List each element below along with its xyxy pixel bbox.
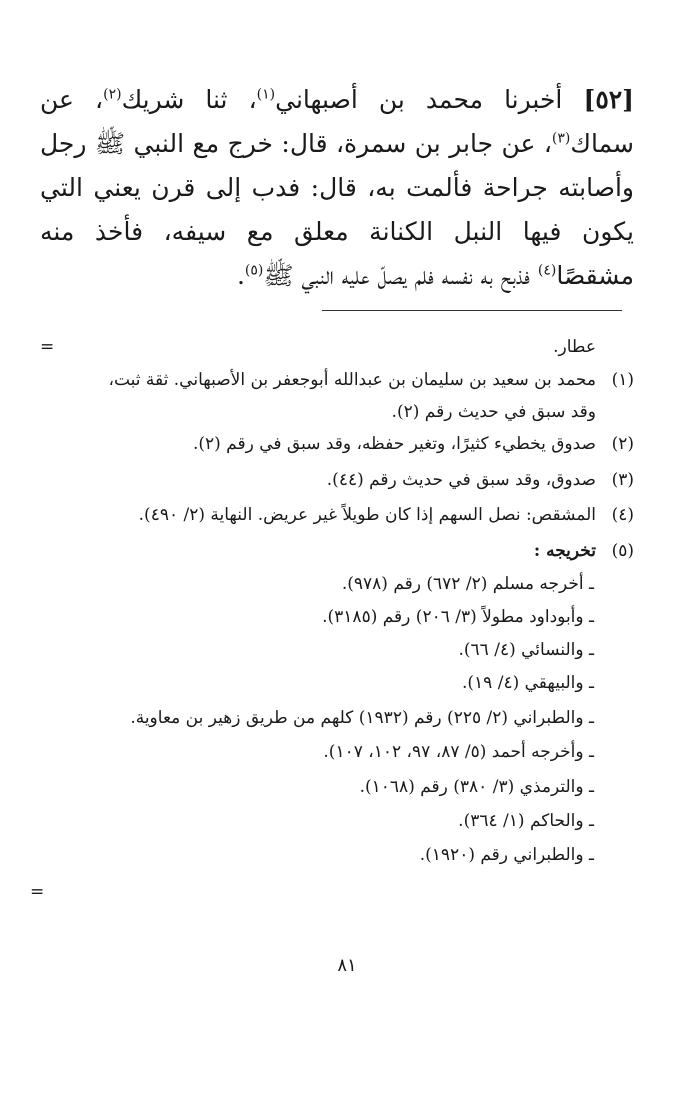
footnote-5-number: (٥) <box>611 541 634 561</box>
footnote-2-number: (٢) <box>611 434 634 454</box>
footnote-ref-3[interactable]: (٣) <box>551 130 571 147</box>
hadith-line-3: فذبح به نفسه فلم يصلّ عليه النبي ﷺ <box>263 261 538 290</box>
takhrij-heading: تخريجه : <box>533 541 596 561</box>
takhrij-item: ـ وأبوداود مطولاً (٣/ ٢٠٦) رقم (٣١٨٥). <box>322 607 594 627</box>
footnote-1 <box>40 370 634 390</box>
takhrij-item: ـ وأخرجه أحمد (٥/ ٨٧، ٩٧، ١٠٢، ١٠٧). <box>323 742 594 762</box>
footnote-3-number: (٣) <box>611 470 634 490</box>
footnote-1-line-2: وقد سبق في حديث رقم (٢). <box>391 402 596 422</box>
takhrij-item: ـ والبيهقي (٤/ ١٩). <box>462 673 594 693</box>
footnote-continuation <box>40 337 634 357</box>
takhrij-item: ـ والطبراني (٢/ ٢٢٥) رقم (١٩٣٢) كلهم من طريق زهير بن معاوية. <box>130 708 594 728</box>
footnote-1-text: محمد بن سعيد بن سليمان بن عبدالله أبوجعفر بن الأصبهاني. ثقة ثبت، <box>108 370 596 390</box>
footnote-ref-2[interactable]: (٢) <box>103 86 122 103</box>
footnote-end-marker: = <box>30 882 45 902</box>
hadith-line-1c: ، عن سماك <box>40 85 634 158</box>
footnote-3 <box>40 470 634 490</box>
takhrij-item: ـ والترمذي (٣/ ٣٨٠) رقم (١٠٦٨). <box>359 777 594 797</box>
footnote-ref-5[interactable]: (٥) <box>244 262 264 279</box>
takhrij-item: ـ والطبراني رقم (١٩٢٠). <box>419 845 594 865</box>
continuation-marker: = <box>40 337 55 357</box>
footnote-4-text: المشقص: نصل السهم إذا كان طويلاً غير عريض. النهاية (٢/ ٤٩٠). <box>138 505 596 525</box>
takhrij-item: ـ والحاكم (١/ ٣٦٤). <box>458 811 594 831</box>
footnote-ref-1[interactable]: (١) <box>256 86 276 103</box>
footnote-1-number: (١) <box>611 370 634 390</box>
hadith-number: [٥٢] <box>583 85 635 114</box>
takhrij-item: ـ أخرجه مسلم (٢/ ٦٧٢) رقم (٩٧٨). <box>341 574 594 594</box>
footnote-5 <box>40 541 634 561</box>
takhrij-item: ـ والنسائي (٤/ ٦٦). <box>458 640 594 660</box>
hadith-paragraph <box>40 78 634 298</box>
footnote-separator <box>322 310 622 311</box>
footnote-ref-4[interactable]: (٤) <box>537 262 557 279</box>
footnote-4-number: (٤) <box>611 505 634 525</box>
hadith-line-2: ، عن جابر بن سمرة، قال: خرج مع النبي ﷺ رجل وأصابته جراحة فألمت به، قال: فدب إلى قرن يعني التي يكون فيها النبل الكنانة معلق مع سيفه، فأخذ منه مشقصًا <box>40 129 634 290</box>
hadith-line-1: أخبرنا محمد بن أصبهاني <box>275 85 563 114</box>
footnote-3-text: صدوق، وقد سبق في حديث رقم (٤٤). <box>326 470 596 490</box>
continuation-text: عطار. <box>553 337 596 357</box>
hadith-line-3-end: . <box>236 261 245 290</box>
footnote-4 <box>40 505 634 525</box>
page-number: ٨١ <box>337 955 357 976</box>
hadith-line-1b: ، ثنا شريك <box>121 85 257 114</box>
footnote-2 <box>40 434 634 454</box>
hadith-text <box>40 78 634 298</box>
footnote-2-text: صدوق يخطيء كثيرًا، وتغير حفظه، وقد سبق في رقم (٢). <box>192 434 596 454</box>
